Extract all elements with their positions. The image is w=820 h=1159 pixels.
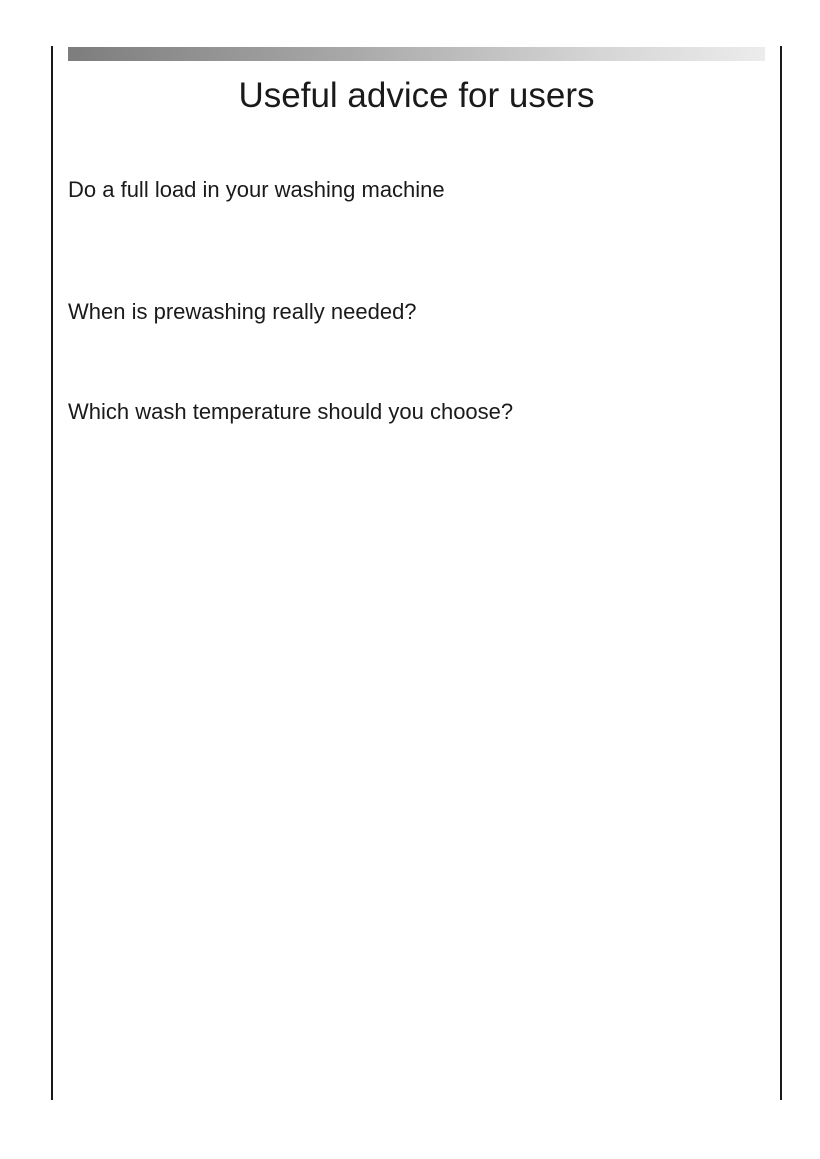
right-margin-rule — [780, 46, 782, 1100]
header-gradient-bar — [68, 47, 765, 61]
section-heading-wash-temperature: Which wash temperature should you choose? — [68, 399, 514, 424]
page-title: Useful advice for users — [238, 76, 595, 115]
left-margin-rule — [51, 46, 53, 1100]
section-heading-prewashing: When is prewashing really needed? — [68, 299, 417, 324]
section-heading-full-load: Do a full load in your washing machine — [68, 177, 445, 202]
